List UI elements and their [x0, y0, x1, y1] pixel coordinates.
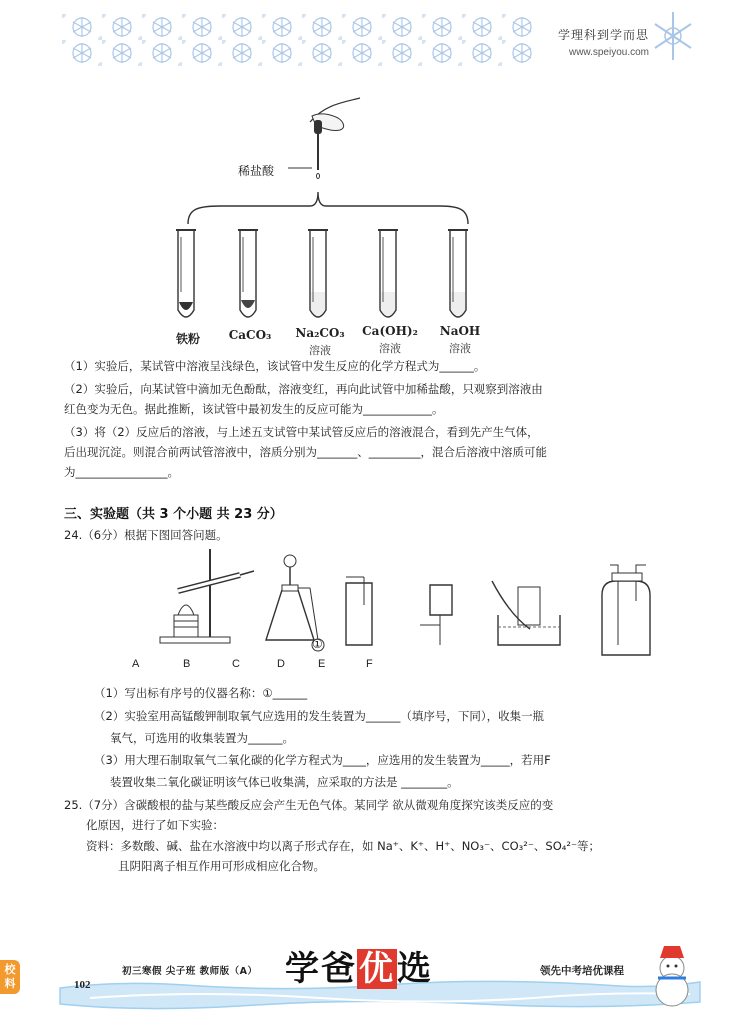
snowman-icon — [656, 946, 688, 1006]
tube-caco3 — [238, 230, 258, 317]
snowflake-icon — [651, 6, 695, 66]
q24-part2-line1: （2）实验室用高锰酸钾制取氧气应选用的发生装置为______（填序号，下同），收集一瓶 — [94, 709, 545, 723]
tube-label-caco3: CaCO₃ — [228, 328, 272, 342]
tube-na2co3 — [308, 230, 328, 317]
apparatus-a — [160, 549, 254, 643]
q24-part3-line1: （3）用大理石制取氧气二氧化碳的化学方程式为____，应选用的发生装置为_____，若用F — [94, 753, 551, 767]
q25-info-line1: 资料：多数酸、碱、盐在水溶液中均以离子形式存在，如 Na⁺、K⁺、H⁺、NO₃⁻、CO₃²⁻、SO₄²⁻等； — [86, 839, 601, 853]
hand-dropper-icon — [310, 98, 360, 179]
brand-url: www.speiyou.com — [568, 47, 649, 58]
q23-part3-line2: 后出现沉淀。则混合前两试管溶液中，溶质分别为_______、_________，混合后溶液中溶质可能 — [64, 445, 547, 459]
label-f: F — [366, 658, 373, 670]
q23-part3-line1: （3）将（2）反应后的溶液，与上述五支试管中某试管反应后的溶液混合，看到先产生气体， — [64, 425, 539, 439]
label-c: C — [232, 658, 240, 670]
tube-iron — [176, 230, 196, 317]
q23-part3-line3: 为________________。 — [64, 465, 179, 479]
tube-label-na2co3: Na₂CO₃ — [295, 326, 345, 340]
tube-sub-na2co3: 溶液 — [309, 344, 331, 357]
q23-part1: （1）实验后，某试管中溶液呈浅绿色，该试管中发生反应的化学方程式为______。 — [64, 359, 486, 373]
q23-part2-line2: 红色变为无色。据此推断，该试管中最初发生的反应可能为____________。 — [64, 402, 444, 416]
side-badge: 校料 — [0, 960, 20, 994]
test-tubes-figure — [160, 92, 500, 357]
apparatus-e — [492, 581, 560, 645]
acid-label: 稀盐酸 — [238, 164, 275, 178]
tube-label-iron: 铁粉 — [175, 332, 200, 346]
label-b: B — [183, 658, 191, 670]
q25-info-line2: 且阴阳离子相互作用可形成相应化合物。 — [118, 859, 325, 873]
label-e: E — [318, 658, 326, 670]
q24-part2-line2: 氧气，可选用的收集装置为______。 — [110, 731, 294, 745]
tube-sub-caoh2: 溶液 — [379, 342, 401, 355]
footer-slogan: 领先中考培优课程 — [540, 965, 624, 977]
page-number: 102 — [74, 979, 91, 991]
q25-stem-line2: 化原因，进行了如下实验： — [86, 818, 224, 832]
apparatus-figure — [150, 545, 660, 675]
q25-stem-line1: 25.（7分）含碳酸根的盐与某些酸反应会产生无色气体。某同学 欲从微观角度探究该类反应的变 — [64, 798, 554, 812]
marker-1: ① — [312, 637, 323, 651]
q23-part2-line1: （2）实验后，向某试管中滴加无色酚酞，溶液变红，再向此试管中加稀盐酸，只观察到溶液由 — [64, 382, 543, 396]
label-d: D — [277, 658, 285, 670]
q24-part1: （1）写出标有序号的仪器名称：①______ — [94, 686, 308, 700]
label-a: A — [132, 658, 140, 670]
brand-title: 学理科到学而思 — [557, 28, 649, 42]
q24-stem: 24.（6分）根据下图回答问题。 — [64, 528, 228, 542]
logo-part-1: 学爸 — [285, 949, 357, 989]
tube-naoh — [448, 230, 468, 317]
apparatus-d — [420, 585, 452, 645]
header-decoration — [62, 14, 532, 66]
footer-course-info: 初三寒假 尖子班 教师版（A） — [122, 966, 258, 977]
logo-part-2: 选 — [397, 949, 433, 989]
footer-logo — [285, 941, 433, 990]
apparatus-c — [346, 577, 372, 645]
apparatus-f — [602, 565, 650, 655]
q24-part3-line2: 装置收集二氧化碳证明该气体已收集满，应采取的方法是 ________。 — [110, 775, 459, 789]
tube-sub-naoh: 溶液 — [449, 342, 471, 355]
section-title: 三、实验题（共 3 个小题 共 23 分） — [64, 507, 283, 522]
brand-block — [558, 26, 649, 58]
logo-highlight: 优 — [359, 949, 395, 989]
tube-label-caoh2: Ca(OH)₂ — [362, 324, 418, 338]
tube-label-naoh: NaOH — [439, 324, 481, 338]
tube-caoh2 — [378, 230, 398, 317]
